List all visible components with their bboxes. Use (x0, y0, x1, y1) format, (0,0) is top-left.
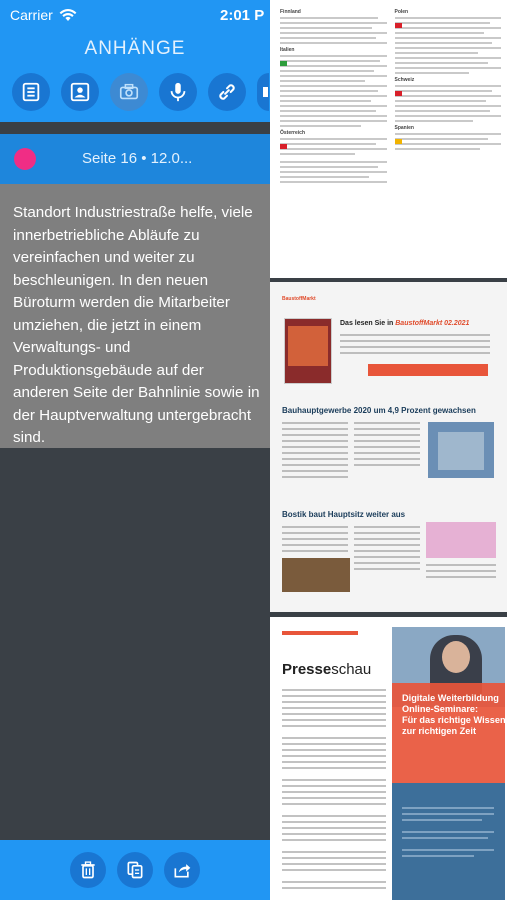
note-text[interactable]: Standort Industriestraße helfe, viele innerbetriebliche Abläufe zu vereinfachen und weiter zu beschleunigen. In den neuen Büroturm werden die Mitarbeiter umziehen, die jetzt in einem Verwaltungs- und Produktionsgebäude auf der anderen Seite der Bahnlinie sowie in der Hauptverwaltung untergebracht sind. (0, 184, 270, 448)
section-label: Polen (394, 9, 409, 15)
attachment-toolbar (12, 73, 269, 111)
partial-tool-icon (258, 81, 268, 103)
microphone-icon (167, 81, 189, 103)
top-bar (0, 0, 270, 122)
subscribe-banner (368, 364, 488, 376)
trash-icon (78, 860, 98, 880)
status-time: 2:01 P (220, 6, 265, 24)
magazine-header: BaustoffMarkt (282, 296, 316, 302)
section-label: Finnland (280, 9, 301, 15)
page-thumbnail-2[interactable] (270, 282, 507, 612)
camera-icon (118, 81, 140, 103)
page-thumbnails (270, 0, 507, 900)
link-icon (216, 81, 238, 103)
section-label: Österreich (280, 130, 306, 136)
section-rule (282, 631, 358, 635)
bottom-toolbar (0, 840, 270, 900)
section-label: Spanien (394, 125, 414, 131)
highlighted-text (426, 522, 496, 558)
section-label: Italien (280, 47, 295, 53)
page-title: ANHÄNGE (84, 38, 186, 59)
thumbnail-column-2 (395, 6, 502, 270)
microphone-button[interactable] (159, 73, 197, 111)
building-photo (282, 558, 350, 592)
copy-icon (125, 860, 145, 880)
teaser-title: Das lesen Sie in BaustoffMarkt 02.2021 (340, 320, 470, 327)
seminar-banner: Digitale Weiterbildung Online-Seminare: Für das richtige Wissen zur richtigen Zeit (392, 683, 505, 783)
camera-button[interactable] (110, 73, 148, 111)
thumbnail-column-1 (280, 6, 387, 270)
more-tools-button[interactable] (257, 73, 269, 111)
share-button[interactable] (164, 852, 200, 888)
headline-2: Bostik baut Hauptsitz weiter aus (282, 510, 406, 519)
page-thumbnail-1[interactable] (270, 0, 507, 278)
carrier-label: Carrier (10, 7, 53, 23)
document-button[interactable] (12, 73, 50, 111)
separator (0, 122, 270, 134)
document-icon (20, 81, 42, 103)
section-title: Presseschau (282, 661, 372, 678)
color-marker[interactable] (14, 148, 36, 170)
copy-button[interactable] (117, 852, 153, 888)
attachment-header[interactable] (0, 134, 270, 184)
section-label: Schweiz (394, 77, 415, 83)
contact-card-icon (69, 81, 91, 103)
headline-1: Bauhauptgewerbe 2020 um 4,9 Prozent gewachsen (282, 406, 476, 415)
info-box (392, 783, 505, 900)
link-button[interactable] (208, 73, 246, 111)
share-icon (172, 860, 192, 880)
contact-card-button[interactable] (61, 73, 99, 111)
wifi-icon (59, 8, 77, 22)
page-reference: Seite 16 • 12.0... (82, 150, 193, 167)
delete-button[interactable] (70, 852, 106, 888)
page-thumbnail-3[interactable] (270, 617, 507, 900)
status-bar (10, 6, 270, 24)
